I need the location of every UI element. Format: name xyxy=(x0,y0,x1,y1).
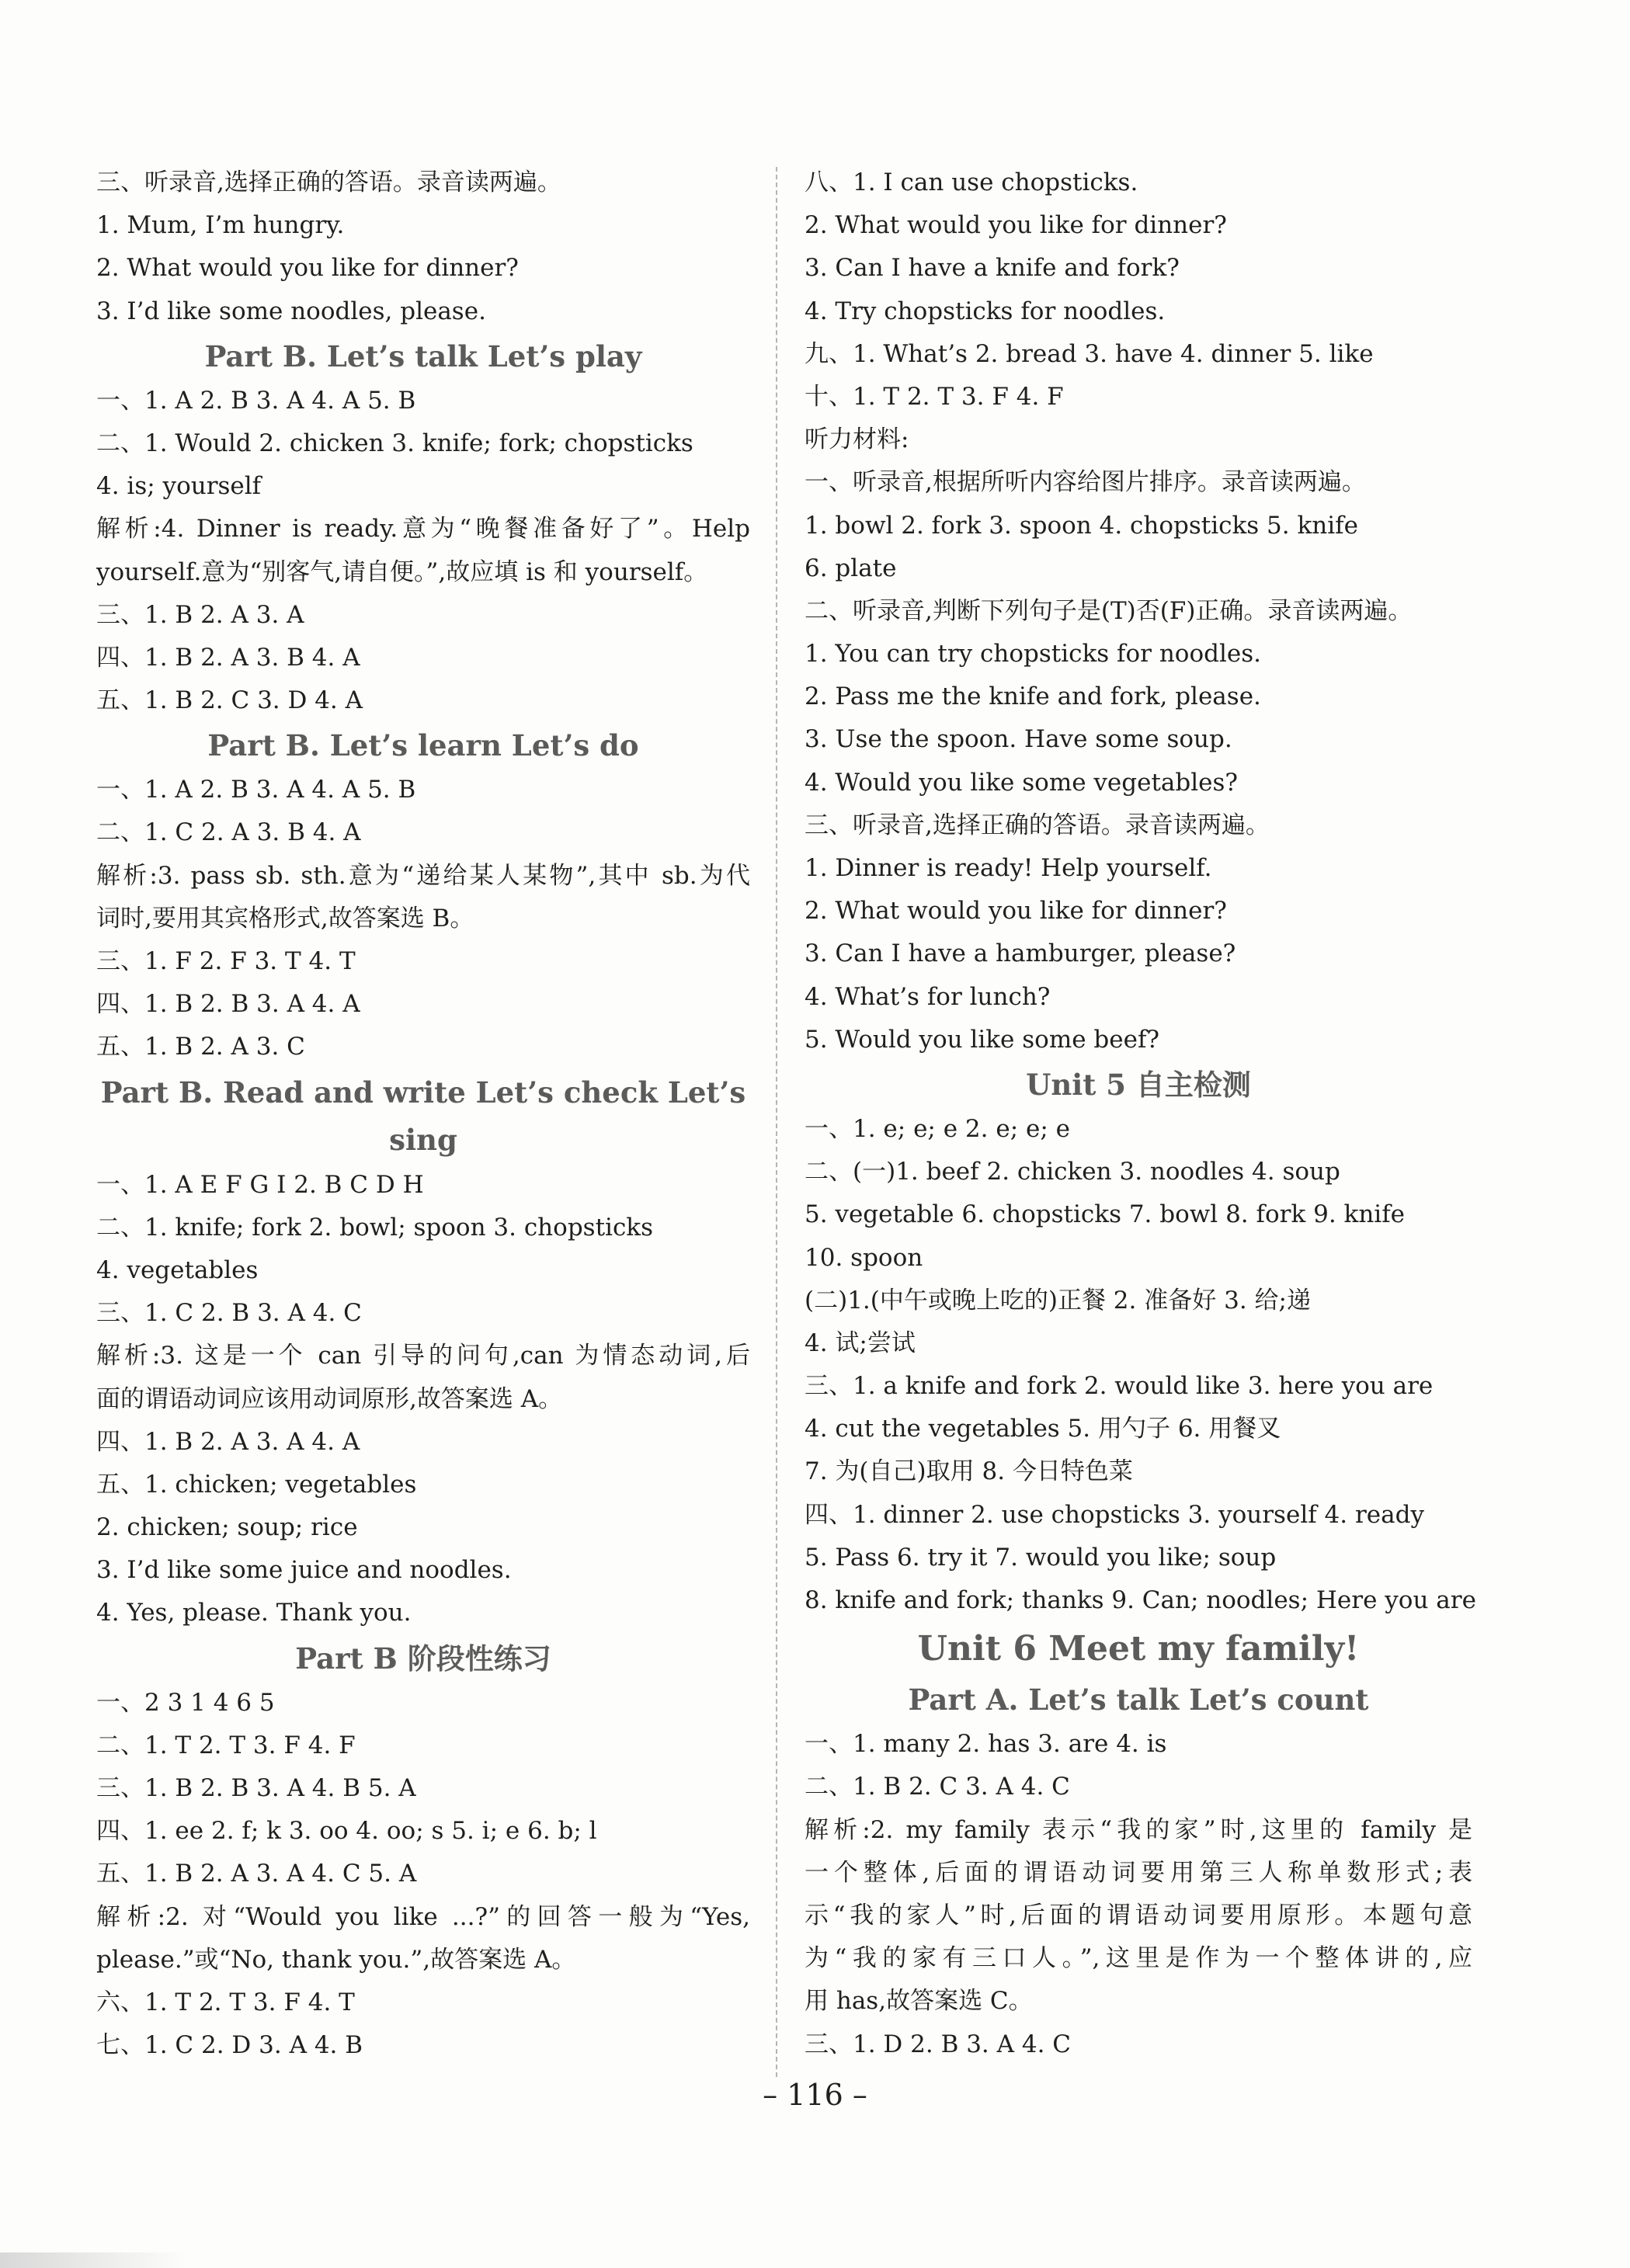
page-number: – 116 – xyxy=(763,2078,867,2112)
answer-line: 2. What would you like for dinner? xyxy=(805,211,1227,240)
answer-line: 6. plate xyxy=(805,554,897,582)
answer-line: 为“我的家有三口人。”,这里是作为一个整体讲的,应 xyxy=(805,1944,1472,1973)
answer-line: 7. 为(自己)取用 8. 今日特色菜 xyxy=(805,1457,1133,1486)
answer-line: 面的谓语动词应该用动词原形,故答案选 A。 xyxy=(96,1384,563,1413)
answer-line: 2. What would you like for dinner? xyxy=(96,254,519,283)
answer-line: 五、1. chicken; vegetables xyxy=(96,1470,417,1499)
column-divider xyxy=(776,167,777,2077)
answer-line: 4. cut the vegetables 5. 用勺子 6. 用餐叉 xyxy=(805,1415,1281,1443)
answer-line: 3. Can I have a hamburger, please? xyxy=(805,940,1236,968)
answer-line: 5. vegetable 6. chopsticks 7. bowl 8. fork 9. knife xyxy=(805,1200,1406,1229)
answer-line: 一、1. A E F G I 2. B C D H xyxy=(96,1170,424,1199)
answer-line: 五、1. B 2. A 3. C xyxy=(96,1033,305,1061)
answer-line: 三、听录音,选择正确的答语。录音读两遍。 xyxy=(96,168,561,196)
answer-line: 二、1. T 2. T 3. F 4. F xyxy=(96,1731,356,1759)
answer-line: 四、1. ee 2. f; k 3. oo 4. oo; s 5. i; e 6. b; l xyxy=(96,1817,597,1846)
answer-line: 一、2 3 1 4 6 5 xyxy=(96,1688,275,1717)
answer-line: 1. Dinner is ready! Help yourself. xyxy=(805,854,1212,882)
answer-line: 1. You can try chopsticks for noodles. xyxy=(805,640,1261,669)
section-heading: Part B. Let’s talk Let’s play xyxy=(204,339,642,373)
right-column xyxy=(805,162,1476,2066)
answer-line: 三、1. C 2. B 3. A 4. C xyxy=(96,1299,362,1328)
answer-line: 2. Pass me the knife and fork, please. xyxy=(805,682,1261,711)
answer-line: 听力材料: xyxy=(805,425,909,454)
answer-line: 一、1. many 2. has 3. are 4. is xyxy=(805,1730,1167,1759)
answer-line: 4. What’s for lunch? xyxy=(805,982,1051,1011)
answer-line: 四、1. B 2. A 3. A 4. A xyxy=(96,1427,360,1456)
answer-line: 1. Mum, I’m hungry. xyxy=(96,211,345,240)
answer-line: 5. Pass 6. try it 7. would you like; soup xyxy=(805,1543,1277,1572)
answer-line: 一、听录音,根据所听内容给图片排序。录音读两遍。 xyxy=(805,468,1366,497)
answer-line: 三、听录音,选择正确的答语。录音读两遍。 xyxy=(805,811,1270,839)
answer-line: 词时,要用其宾格形式,故答案选 B。 xyxy=(96,904,474,933)
answer-line: please.”或“No, thank you.”,故答案选 A。 xyxy=(96,1945,576,1974)
answer-line: 三、1. F 2. F 3. T 4. T xyxy=(96,947,356,975)
answer-line: yourself.意为“别客气,请自便。”,故应填 is 和 yourself。 xyxy=(96,557,708,586)
answer-line: 2. What would you like for dinner? xyxy=(805,897,1227,926)
answer-line: 一、1. A 2. B 3. A 4. A 5. B xyxy=(96,776,416,804)
answer-line: 四、1. B 2. A 3. B 4. A xyxy=(96,643,360,672)
answer-line: 五、1. B 2. A 3. A 4. C 5. A xyxy=(96,1860,417,1888)
section-heading: Part A. Let’s talk Let’s count xyxy=(908,1683,1369,1717)
answer-line: 10. spoon xyxy=(805,1243,923,1272)
answer-line: 四、1. B 2. B 3. A 4. A xyxy=(96,990,360,1019)
answer-line: 十、1. T 2. T 3. F 4. F xyxy=(805,382,1064,411)
answer-line: 二、1. Would 2. chicken 3. knife; fork; chopsticks xyxy=(96,429,693,457)
answer-line: 二、1. B 2. C 3. A 4. C xyxy=(805,1773,1070,1801)
answer-line: 四、1. dinner 2. use chopsticks 3. yourself 4. ready xyxy=(805,1500,1424,1529)
answer-line: 解析:3. 这是一个 can 引导的问句,can 为情态动词,后 xyxy=(96,1342,750,1370)
answer-line: 5. Would you like some beef? xyxy=(805,1025,1160,1054)
answer-line: 4. is; yourself xyxy=(96,472,262,501)
answer-line: 3. Can I have a knife and fork? xyxy=(805,254,1180,283)
section-heading: Part B 阶段性练习 xyxy=(295,1641,551,1676)
section-heading: Unit 5 自主检测 xyxy=(1026,1067,1251,1102)
answer-line: 用 has,故答案选 C。 xyxy=(805,1987,1033,2016)
section-heading: Part B. Let’s learn Let’s do xyxy=(207,728,639,763)
answer-line: 二、(一)1. beef 2. chicken 3. noodles 4. soup xyxy=(805,1158,1340,1186)
answer-line: 三、1. B 2. A 3. A xyxy=(96,600,304,629)
answer-line: 一、1. A 2. B 3. A 4. A 5. B xyxy=(96,386,416,415)
answer-line: 3. I’d like some noodles, please. xyxy=(96,297,486,325)
answer-line: 九、1. What’s 2. bread 3. have 4. dinner 5. like xyxy=(805,339,1374,368)
answer-line: 六、1. T 2. T 3. F 4. T xyxy=(96,1988,355,2016)
answer-line: 八、1. I can use chopsticks. xyxy=(805,168,1138,196)
answer-line: 解析:4. Dinner is ready.意为“晚餐准备好了”。Help xyxy=(96,515,750,544)
answer-line: 解析:3. pass sb. sth.意为“递给某人某物”,其中 sb.为代 xyxy=(96,861,750,890)
answer-line: 七、1. C 2. D 3. A 4. B xyxy=(96,2031,363,2060)
answer-line: 二、1. knife; fork 2. bowl; spoon 3. chopsticks xyxy=(96,1213,653,1242)
answer-line: 一、1. e; e; e 2. e; e; e xyxy=(805,1114,1070,1143)
answer-line: 4. Try chopsticks for noodles. xyxy=(805,297,1166,325)
answer-line: 2. chicken; soup; rice xyxy=(96,1513,358,1542)
unit-title: Unit 6 Meet my family! xyxy=(917,1629,1360,1669)
answer-line: 二、听录音,判断下列句子是(T)否(F)正确。录音读两遍。 xyxy=(805,596,1413,625)
answer-line: 解析:2. 对“Would you like ...?”的回答一般为“Yes, xyxy=(96,1902,750,1931)
answer-line: 3. Use the spoon. Have some soup. xyxy=(805,725,1232,754)
scan-shadow xyxy=(0,2252,186,2268)
section-heading: Part B. Read and write Let’s check Let’s sing xyxy=(100,1075,746,1157)
answer-line: 一个整体,后面的谓语动词要用第三人称单数形式;表 xyxy=(805,1858,1472,1887)
answer-line: (二)1.(中午或晚上吃的)正餐 2. 准备好 3. 给;递 xyxy=(805,1286,1311,1315)
answer-line: 1. bowl 2. fork 3. spoon 4. chopsticks 5. knife xyxy=(805,511,1358,540)
answer-line: 示“我的家人”时,后面的谓语动词要用原形。本题句意 xyxy=(805,1901,1472,1929)
answer-line: 解析:2. my family 表示“我的家”时,这里的 family 是 xyxy=(805,1815,1472,1844)
answer-line: 4. vegetables xyxy=(96,1256,259,1284)
left-column xyxy=(96,162,750,2067)
answer-line: 三、1. B 2. B 3. A 4. B 5. A xyxy=(96,1774,416,1802)
answer-line: 五、1. B 2. C 3. D 4. A xyxy=(96,686,363,715)
answer-line: 三、1. a knife and fork 2. would like 3. here you are xyxy=(805,1372,1434,1401)
answer-line: 8. knife and fork; thanks 9. Can; noodles; Here you are xyxy=(805,1586,1476,1614)
answer-line: 三、1. D 2. B 3. A 4. C xyxy=(805,2030,1072,2058)
answer-line: 二、1. C 2. A 3. B 4. A xyxy=(96,818,361,847)
answer-line: 4. 试;尝试 xyxy=(805,1328,916,1357)
answer-line: 3. I’d like some juice and noodles. xyxy=(96,1556,512,1585)
answer-line: 4. Yes, please. Thank you. xyxy=(96,1599,412,1627)
answer-line: 4. Would you like some vegetables? xyxy=(805,768,1239,797)
